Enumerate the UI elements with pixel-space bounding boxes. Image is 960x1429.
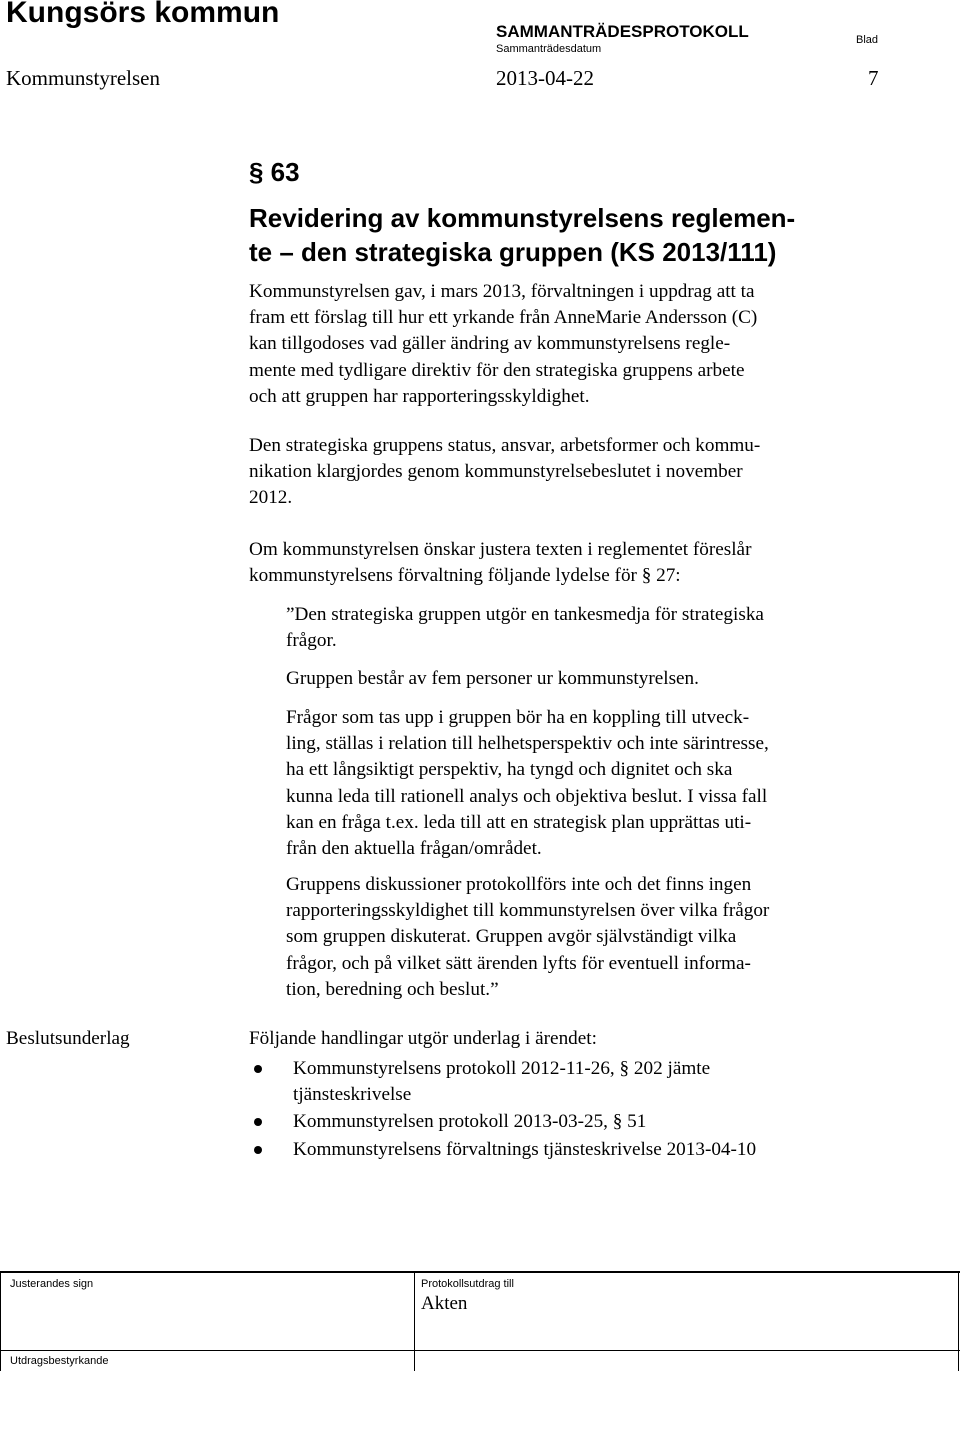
page-number: 7 (868, 66, 879, 90)
quote-paragraph-2 (286, 666, 926, 692)
text-line: ”Den strategiska gruppen utgör en tankesmedja för strategiska (286, 604, 764, 625)
paragraph-background (249, 279, 909, 410)
quote-paragraph-4 (286, 872, 926, 1003)
text-line: och att gruppen har rapporteringsskyldighet. (249, 385, 590, 407)
basis-intro: Följande handlingar utgör underlag i ärendet: (249, 1028, 597, 1049)
footer-mid-rule (0, 1350, 960, 1351)
text-line: tion, beredning och beslut.” (286, 978, 499, 1000)
text-line: rapporteringsskyldighet till kommunstyrelsen över vilka frågor (286, 900, 770, 922)
footer-signature-table (0, 1271, 960, 1371)
document-type: SAMMANTRÄDESPROTOKOLL (496, 22, 749, 41)
text-line: Den strategiska gruppens status, ansvar, arbetsformer och kommu- (249, 435, 761, 456)
text-line: Kommunstyrelsen gav, i mars 2013, förvaltningen i uppdrag att ta (249, 281, 755, 302)
text-line: Kommunstyrelsen protokoll 2013-03-25, § 51 (293, 1111, 647, 1132)
utdragsbestyrkande-label: Utdragsbestyrkande (10, 1355, 109, 1367)
footer-top-rule (0, 1271, 960, 1273)
basis-label: Beslutsunderlag (6, 1028, 130, 1049)
text-line: Om kommunstyrelsen önskar justera texten i reglementet föreslår (249, 539, 752, 560)
text-line: ling, ställas i relation till helhetsperspektiv och inte särintresse, (286, 733, 769, 755)
text-line: som gruppen diskuterat. Gruppen avgör självständigt vilka (286, 926, 737, 948)
text-line: Gruppens diskussioner protokollförs inte och det finns ingen (286, 874, 752, 895)
text-line: 2012. (249, 487, 293, 509)
text-line: tjänsteskrivelse (293, 1084, 412, 1105)
bullet-icon (254, 1065, 262, 1073)
text-line: mente med tydligare direktiv för den strategiska gruppens arbete (249, 359, 745, 381)
text-line: kunna leda till rationell analys och objektiva beslut. I vissa fall (286, 785, 768, 807)
item-title (249, 201, 889, 269)
page-label: Blad (856, 34, 879, 46)
quote-paragraph-3 (286, 705, 926, 862)
text-line: nikation klargjordes genom kommunstyrelsebeslutet i november (249, 461, 743, 483)
text-line: fram ett förslag till hur ett yrkande från AnneMarie Andersson (C) (249, 307, 758, 329)
protokollsutdrag-label: Protokollsutdrag till (421, 1278, 514, 1290)
text-line: ha ett långsiktigt perspektiv, ha tyngd och dignitet och ska (286, 759, 733, 781)
text-line: kan tillgodoses vad gäller ändring av kommunstyrelsens regle- (249, 333, 731, 355)
text-line: frågor. (286, 630, 337, 652)
justerandes-sign-label: Justerandes sign (10, 1278, 94, 1290)
footer-divider (414, 1271, 415, 1371)
bullet-icon (254, 1146, 262, 1154)
date-label: Sammanträdesdatum (496, 43, 602, 55)
item-title-line: Revidering av kommunstyrelsens reglemen- (249, 203, 796, 233)
body-name: Kommunstyrelsen (6, 66, 160, 90)
text-line: från den aktuella frågan/området. (286, 838, 542, 860)
text-line: Frågor som tas upp i gruppen bör ha en koppling till utveck- (286, 707, 750, 728)
text-line: Gruppen består av fem personer ur kommunstyrelsen. (286, 668, 699, 689)
footer-right-rule (958, 1271, 959, 1371)
item-title-line: te – den strategiska gruppen (KS 2013/111) (249, 237, 777, 267)
text-line: Kommunstyrelsens förvaltnings tjänsteskrivelse 2013-04-10 (293, 1139, 757, 1160)
footer-left-rule (0, 1271, 1, 1371)
paragraph-proposal (249, 537, 909, 589)
protokollsutdrag-value: Akten (421, 1293, 468, 1314)
text-line: frågor, och på vilket sätt ärenden lyfts för eventuell informa- (286, 952, 751, 974)
bullet-icon (254, 1118, 262, 1126)
section-number: § 63 (249, 157, 300, 187)
meeting-date: 2013-04-22 (496, 66, 594, 90)
organization-name: Kungsörs kommun (6, 0, 280, 29)
text-line: kan en fråga t.ex. leda till att en strategisk plan upprättas uti- (286, 811, 752, 833)
paragraph-status (249, 433, 909, 512)
text-line: Kommunstyrelsens protokoll 2012-11-26, § 202 jämte (293, 1058, 711, 1079)
quote-paragraph-1 (286, 602, 926, 654)
text-line: kommunstyrelsens förvaltning följande lydelse för § 27: (249, 565, 681, 587)
